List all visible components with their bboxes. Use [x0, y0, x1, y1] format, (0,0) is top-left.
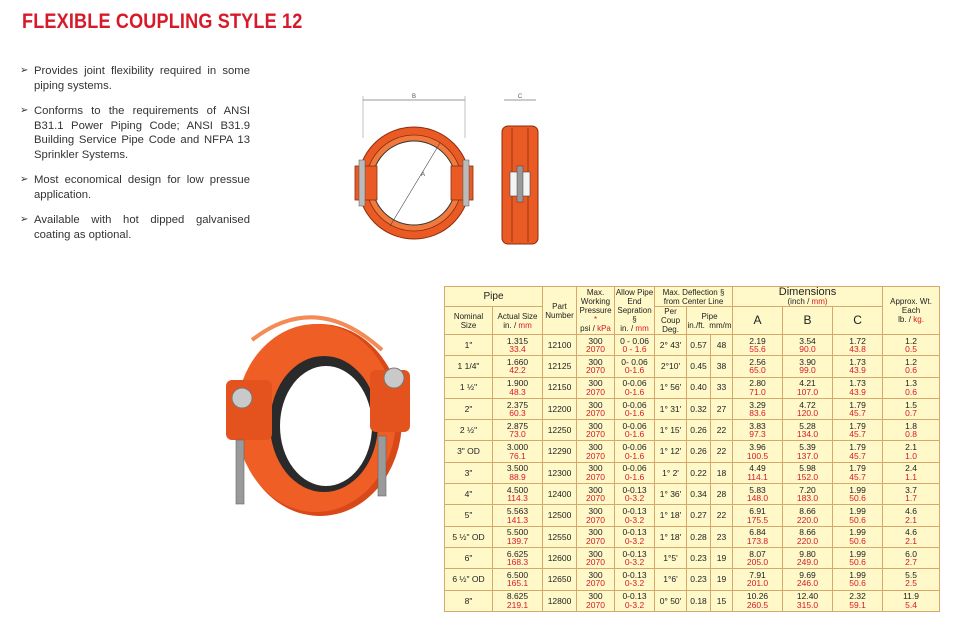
- table-cell-actual-in: 6.625 168.3: [493, 547, 543, 568]
- feature-item: [20, 64, 250, 93]
- table-cell-psi: 300 2070: [577, 441, 615, 462]
- table-row: [445, 441, 940, 462]
- table-cell-mm-m: 19: [711, 569, 733, 590]
- table-cell-psi: 300 2070: [577, 398, 615, 419]
- table-cell-wt-lb: 6.0 2.7: [883, 547, 940, 568]
- table-cell-psi: 300 2070: [577, 569, 615, 590]
- header-part-number: Part Number: [543, 287, 577, 335]
- table-cell-actual-in: 3.000 76.1: [493, 441, 543, 462]
- table-cell-a-in: 5.83 148.0: [733, 484, 783, 505]
- table-cell-sep-in: 0-0.13 0-3.2: [615, 526, 655, 547]
- table-cell-deg: 1° 12': [655, 441, 687, 462]
- table-cell-actual-in: 2.375 60.3: [493, 398, 543, 419]
- table-cell-a-in: 2.80 71.0: [733, 377, 783, 398]
- table-cell-deg: 1°6': [655, 569, 687, 590]
- table-cell-actual-in: 8.625 219.1: [493, 590, 543, 611]
- table-cell-in-ft: 0.40: [687, 377, 711, 398]
- feature-item: [20, 173, 250, 202]
- table-cell-in-ft: 0.26: [687, 441, 711, 462]
- table-cell-mm-m: 23: [711, 526, 733, 547]
- specifications-table: [444, 286, 940, 612]
- table-cell-wt-lb: 1.8 0.8: [883, 420, 940, 441]
- arrow-bullet-icon: ➢: [20, 105, 29, 116]
- table-cell-deg: 1° 36': [655, 484, 687, 505]
- table-cell-c-in: 1.99 50.6: [833, 505, 883, 526]
- table-cell-deg: 1° 56': [655, 377, 687, 398]
- feature-text: Available with hot dipped galvanised coating as optional.: [34, 214, 250, 241]
- table-row: [445, 356, 940, 377]
- table-cell-psi: 300 2070: [577, 377, 615, 398]
- table-row: [445, 462, 940, 483]
- table-cell-part: 12600: [543, 547, 577, 568]
- table-cell-c-in: 2.32 59.1: [833, 590, 883, 611]
- arrow-bullet-icon: ➢: [20, 174, 29, 185]
- table-cell-part: 12125: [543, 356, 577, 377]
- table-cell-deg: 1° 2': [655, 462, 687, 483]
- dimension-label-a: A: [421, 172, 426, 178]
- table-cell-deg: 1° 15': [655, 420, 687, 441]
- table-cell-sep-in: 0-0.13 0-3.2: [615, 484, 655, 505]
- table-cell-nominal: 5": [445, 505, 493, 526]
- table-cell-actual-in: 1.315 33.4: [493, 335, 543, 356]
- table-cell-sep-in: 0-0.13 0-3.2: [615, 590, 655, 611]
- header-dim-b: B: [783, 307, 833, 335]
- page-title: FLEXIBLE COUPLING STYLE 12: [22, 10, 303, 33]
- table-cell-nominal: 2 ½": [445, 420, 493, 441]
- table-cell-wt-lb: 3.7 1.7: [883, 484, 940, 505]
- table-row: [445, 398, 940, 419]
- table-cell-psi: 300 2070: [577, 547, 615, 568]
- table-cell-in-ft: 0.57: [687, 335, 711, 356]
- table-cell-mm-m: 18: [711, 462, 733, 483]
- table-cell-nominal: 5 ½" OD: [445, 526, 493, 547]
- table-cell-sep-in: 0-0.13 0-3.2: [615, 505, 655, 526]
- specifications-body: [445, 335, 940, 612]
- table-cell-deg: 0° 50': [655, 590, 687, 611]
- table-cell-part: 12150: [543, 377, 577, 398]
- table-cell-mm-m: 19: [711, 547, 733, 568]
- table-cell-wt-lb: 11.9 5.4: [883, 590, 940, 611]
- table-cell-b-in: 4.21 107.0: [783, 377, 833, 398]
- table-cell-a-in: 8.07 205.0: [733, 547, 783, 568]
- table-cell-a-in: 6.84 173.8: [733, 526, 783, 547]
- dimension-label-b: B: [411, 94, 417, 100]
- table-cell-b-in: 7.20 183.0: [783, 484, 833, 505]
- table-cell-b-in: 5.39 137.0: [783, 441, 833, 462]
- table-cell-wt-lb: 1.5 0.7: [883, 398, 940, 419]
- header-pipe-end-separation: Allow Pipe End Sepration § in. / mm: [615, 288, 654, 333]
- table-cell-b-in: 12.40 315.0: [783, 590, 833, 611]
- table-cell-sep-in: 0- 0.06 0-1.6: [615, 356, 655, 377]
- table-cell-deg: 1°5': [655, 547, 687, 568]
- table-cell-a-in: 6.91 175.5: [733, 505, 783, 526]
- table-cell-c-in: 1.99 50.6: [833, 547, 883, 568]
- table-row: [445, 377, 940, 398]
- table-cell-mm-m: 22: [711, 505, 733, 526]
- table-cell-actual-in: 1.900 48.3: [493, 377, 543, 398]
- table-cell-c-in: 1.99 50.6: [833, 569, 883, 590]
- table-cell-sep-in: 0-0.06 0-1.6: [615, 441, 655, 462]
- table-cell-b-in: 5.28 134.0: [783, 420, 833, 441]
- feature-text: Conforms to the requirements of ANSI B31.1 Power Piping Code; ANSI B31.9 Building Service Pipe Code and NFPA 13 Sprinkler Systems.: [34, 105, 250, 161]
- table-cell-b-in: 3.54 90.0: [783, 335, 833, 356]
- arrow-bullet-icon: ➢: [20, 214, 29, 225]
- table-cell-actual-in: 1.660 42.2: [493, 356, 543, 377]
- table-cell-actual-in: 5.563 141.3: [493, 505, 543, 526]
- table-cell-part: 12290: [543, 441, 577, 462]
- table-cell-c-in: 1.79 45.7: [833, 398, 883, 419]
- table-cell-wt-lb: 4.6 2.1: [883, 505, 940, 526]
- table-cell-nominal: 2": [445, 398, 493, 419]
- header-per-coupling-degrees: Per Coup Deg.: [655, 307, 687, 335]
- table-cell-wt-lb: 1.3 0.6: [883, 377, 940, 398]
- table-cell-c-in: 1.73 43.9: [833, 356, 883, 377]
- table-cell-in-ft: 0.27: [687, 505, 711, 526]
- table-cell-in-ft: 0.26: [687, 420, 711, 441]
- table-cell-c-in: 1.73 43.9: [833, 377, 883, 398]
- table-cell-in-ft: 0.22: [687, 462, 711, 483]
- header-pipe-deflection: Pipe in./ft. mm/m: [687, 307, 733, 335]
- table-cell-part: 12400: [543, 484, 577, 505]
- table-cell-psi: 300 2070: [577, 462, 615, 483]
- table-cell-in-ft: 0.32: [687, 398, 711, 419]
- table-cell-b-in: 8.66 220.0: [783, 505, 833, 526]
- table-row: [445, 420, 940, 441]
- header-dim-c: C: [833, 307, 883, 335]
- table-cell-a-in: 3.96 100.5: [733, 441, 783, 462]
- table-cell-in-ft: 0.45: [687, 356, 711, 377]
- table-cell-c-in: 1.72 43.8: [833, 335, 883, 356]
- table-cell-mm-m: 33: [711, 377, 733, 398]
- table-cell-psi: 300 2070: [577, 335, 615, 356]
- table-cell-nominal: 8": [445, 590, 493, 611]
- table-row: [445, 590, 940, 611]
- table-cell-a-in: 7.91 201.0: [733, 569, 783, 590]
- table-cell-mm-m: 15: [711, 590, 733, 611]
- table-cell-in-ft: 0.28: [687, 526, 711, 547]
- table-cell-a-in: 3.83 97.3: [733, 420, 783, 441]
- table-cell-wt-lb: 1.2 0.6: [883, 356, 940, 377]
- table-cell-nominal: 1": [445, 335, 493, 356]
- table-cell-a-in: 2.56 65.0: [733, 356, 783, 377]
- table-row: [445, 335, 940, 356]
- table-cell-actual-in: 5.500 139.7: [493, 526, 543, 547]
- table-cell-b-in: 9.69 246.0: [783, 569, 833, 590]
- table-cell-sep-in: 0-0.06 0-1.6: [615, 377, 655, 398]
- table-cell-nominal: 3": [445, 462, 493, 483]
- table-cell-nominal: 6": [445, 547, 493, 568]
- table-cell-a-in: 2.19 55.6: [733, 335, 783, 356]
- table-cell-wt-lb: 2.1 1.0: [883, 441, 940, 462]
- table-cell-sep-in: 0-0.13 0-3.2: [615, 547, 655, 568]
- table-cell-actual-in: 4.500 114.3: [493, 484, 543, 505]
- table-cell-part: 12650: [543, 569, 577, 590]
- table-cell-part: 12250: [543, 420, 577, 441]
- header-dim-a: A: [733, 307, 783, 335]
- table-cell-a-in: 4.49 114.1: [733, 462, 783, 483]
- table-cell-part: 12500: [543, 505, 577, 526]
- feature-item: [20, 104, 250, 162]
- table-cell-b-in: 3.90 99.0: [783, 356, 833, 377]
- table-cell-actual-in: 3.500 88.9: [493, 462, 543, 483]
- table-cell-mm-m: 22: [711, 420, 733, 441]
- table-cell-mm-m: 38: [711, 356, 733, 377]
- table-cell-mm-m: 22: [711, 441, 733, 462]
- table-cell-in-ft: 0.23: [687, 569, 711, 590]
- header-max-deflection: Max. Deflection § from Center Line: [655, 287, 733, 307]
- feature-list: [20, 64, 250, 253]
- header-actual-size: Actual Size in. / mm: [493, 307, 543, 335]
- coupling-side-drawing: [490, 88, 550, 268]
- table-cell-b-in: 5.98 152.0: [783, 462, 833, 483]
- table-cell-psi: 300 2070: [577, 356, 615, 377]
- table-cell-a-in: 10.26 260.5: [733, 590, 783, 611]
- table-cell-mm-m: 27: [711, 398, 733, 419]
- table-cell-b-in: 9.80 249.0: [783, 547, 833, 568]
- table-row: [445, 505, 940, 526]
- table-cell-nominal: 3" OD: [445, 441, 493, 462]
- arrow-bullet-icon: ➢: [20, 65, 29, 76]
- table-cell-sep-in: 0-0.13 0-3.2: [615, 569, 655, 590]
- table-cell-wt-lb: 2.4 1.1: [883, 462, 940, 483]
- table-cell-part: 12550: [543, 526, 577, 547]
- table-cell-deg: 1° 18': [655, 505, 687, 526]
- table-row: [445, 569, 940, 590]
- header-pipe: Pipe: [445, 287, 543, 307]
- table-cell-part: 12100: [543, 335, 577, 356]
- table-cell-sep-in: 0-0.06 0-1.6: [615, 462, 655, 483]
- table-cell-part: 12800: [543, 590, 577, 611]
- table-cell-psi: 300 2070: [577, 484, 615, 505]
- table-cell-nominal: 1 ½": [445, 377, 493, 398]
- coupling-front-drawing: [345, 88, 485, 268]
- table-cell-sep-in: 0 - 0.06 0 - 1.6: [615, 335, 655, 356]
- table-cell-psi: 300 2070: [577, 526, 615, 547]
- table-cell-mm-m: 48: [711, 335, 733, 356]
- table-cell-wt-lb: 5.5 2.5: [883, 569, 940, 590]
- table-cell-part: 12300: [543, 462, 577, 483]
- table-cell-c-in: 1.79 45.7: [833, 462, 883, 483]
- table-cell-a-in: 3.29 83.6: [733, 398, 783, 419]
- table-cell-deg: 1° 31': [655, 398, 687, 419]
- feature-item: [20, 213, 250, 242]
- table-cell-nominal: 6 ½" OD: [445, 569, 493, 590]
- table-cell-sep-in: 0-0.06 0-1.6: [615, 398, 655, 419]
- table-cell-actual-in: 6.500 165.1: [493, 569, 543, 590]
- table-row: [445, 484, 940, 505]
- header-nominal-size: Nominal Size: [445, 307, 493, 335]
- table-cell-c-in: 1.99 50.6: [833, 526, 883, 547]
- feature-text: Provides joint flexibility required in some piping systems.: [34, 65, 250, 92]
- table-cell-wt-lb: 1.2 0.5: [883, 335, 940, 356]
- table-cell-deg: 1° 18': [655, 526, 687, 547]
- table-cell-c-in: 1.79 45.7: [833, 441, 883, 462]
- table-cell-c-in: 1.79 45.7: [833, 420, 883, 441]
- table-cell-nominal: 1 1/4": [445, 356, 493, 377]
- table-cell-psi: 300 2070: [577, 590, 615, 611]
- table-cell-psi: 300 2070: [577, 420, 615, 441]
- table-cell-wt-lb: 4.6 2.1: [883, 526, 940, 547]
- header-max-pressure: Max. Working Pressure * psi / kPa: [577, 287, 615, 335]
- table-row: [445, 526, 940, 547]
- table-cell-c-in: 1.99 50.6: [833, 484, 883, 505]
- table-cell-mm-m: 28: [711, 484, 733, 505]
- table-cell-nominal: 4": [445, 484, 493, 505]
- table-cell-deg: 2° 43': [655, 335, 687, 356]
- table-row: [445, 547, 940, 568]
- header-approx-weight: Approx. Wt. Each lb. / kg.: [883, 287, 940, 335]
- table-cell-b-in: 8.66 220.0: [783, 526, 833, 547]
- table-cell-deg: 2°10': [655, 356, 687, 377]
- table-cell-in-ft: 0.34: [687, 484, 711, 505]
- coupling-photo: [212, 300, 422, 520]
- table-cell-b-in: 4.72 120.0: [783, 398, 833, 419]
- table-cell-part: 12200: [543, 398, 577, 419]
- feature-text: Most economical design for low pressue application.: [34, 174, 250, 201]
- table-cell-psi: 300 2070: [577, 505, 615, 526]
- table-cell-sep-in: 0-0.06 0-1.6: [615, 420, 655, 441]
- table-cell-in-ft: 0.18: [687, 590, 711, 611]
- table-cell-actual-in: 2.875 73.0: [493, 420, 543, 441]
- dimension-label-c: C: [517, 94, 523, 100]
- header-dimensions: Dimensions (inch / mm): [733, 287, 883, 307]
- table-cell-in-ft: 0.23: [687, 547, 711, 568]
